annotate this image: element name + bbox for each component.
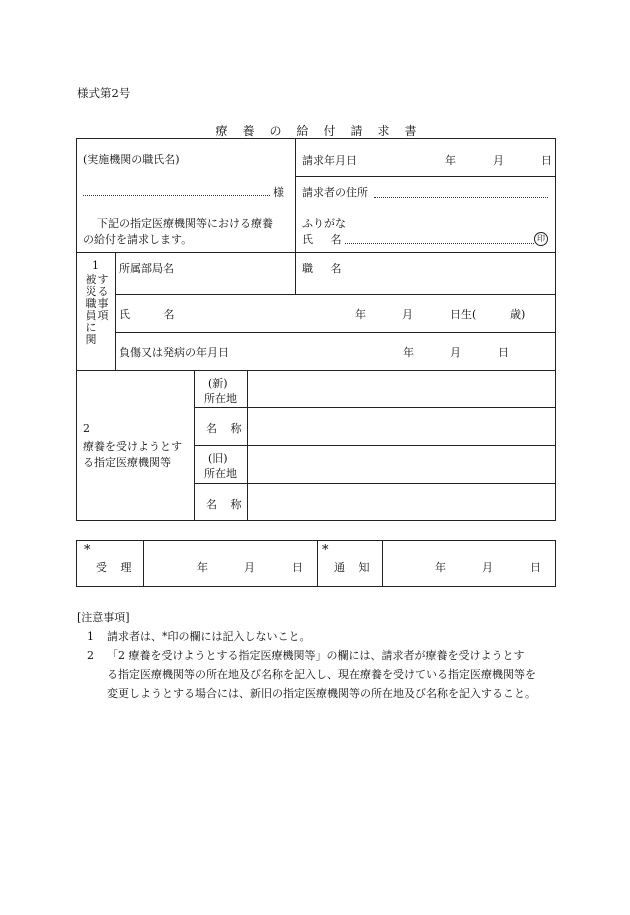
injury-year: 年 [403,346,414,359]
department-label: 所属部局名 [119,262,174,275]
name-field[interactable] [345,243,534,244]
received-asterisk: * [84,543,91,558]
received-day: 日 [292,561,303,574]
page-title: 療養の給付請求書 [215,124,432,138]
section2-heading-line1: 療養を受けようとす [83,440,182,453]
notice-day: 日 [530,561,541,574]
injury-day: 日 [498,346,509,359]
name-label: 氏 名 [302,233,342,246]
agency-name-field[interactable] [83,195,270,196]
request-date-label: 請求年月日 [302,154,357,167]
old-location-label: 所在地 [204,467,237,480]
notice-label: 通 知 [334,561,370,574]
received-label: 受 理 [96,561,132,574]
position-label: 職 名 [302,262,342,275]
employee-name-label: 氏 名 [119,308,175,321]
new-label: (新) [208,377,228,390]
honorific: 様 [273,186,284,199]
section1-number: 1 [92,259,99,272]
request-form-table [76,138,556,521]
note-text-line3: 変更しようとする場合には、新旧の指定医療機関等の所在地及び名称を記入すること。 [107,687,536,700]
form-number: 様式第2号 [77,86,131,100]
notice-month: 月 [482,561,493,574]
injury-month: 月 [450,346,461,359]
new-location-label: 所在地 [204,392,237,405]
note-number: 2 [87,649,94,662]
note-text-line2: る指定医療機関等の所在地及び名称を記入し、現在療養を受けている指定医療機関等を [107,668,536,681]
note-text: 請求者は、*印の欄には記入しないこと。 [107,630,311,643]
section1-heading-col1: 被 災 職 員 に 関 [85,273,97,346]
new-name-label: 名 称 [206,422,242,435]
note-item [77,627,557,646]
seal-mark: 印 [534,232,548,246]
birth-year: 年 [355,308,366,321]
age-suffix: 歳) [510,308,526,321]
agency-label: (実施機関の職氏名) [83,153,180,166]
note-item [77,646,557,703]
request-text-line2: の給付を請求します。 [83,233,193,246]
request-date-month: 月 [493,154,504,167]
address-label: 請求者の住所 [302,186,368,199]
notes-section [77,608,557,703]
request-date-year: 年 [445,154,456,167]
birth-day-age: 日生( [450,308,477,321]
section2-number: 2 [83,422,90,435]
notice-year: 年 [435,561,446,574]
furigana-label: ふりがな [302,217,346,230]
received-year: 年 [197,561,208,574]
address-field[interactable] [374,197,548,198]
receipt-table [76,540,556,587]
request-text-line1: 下記の指定医療機関等における療養 [97,217,273,230]
notice-asterisk: * [322,543,329,558]
note-number: 1 [87,630,94,643]
old-name-label: 名 称 [206,498,242,511]
section1-heading-col2: す る 事 項 [97,273,109,322]
note-text-line1: 「2 療養を受けようとする指定医療機関等」の欄には、請求者が療養を受けようとす [107,649,525,662]
received-month: 月 [244,561,255,574]
request-date-day: 日 [541,154,552,167]
notes-heading: [注意事項] [77,611,130,624]
birth-month: 月 [402,308,413,321]
section2-heading-line2: る指定医療機関等 [83,456,171,469]
old-label: (旧) [208,452,228,465]
injury-date-label: 負傷又は発病の年月日 [119,346,229,359]
